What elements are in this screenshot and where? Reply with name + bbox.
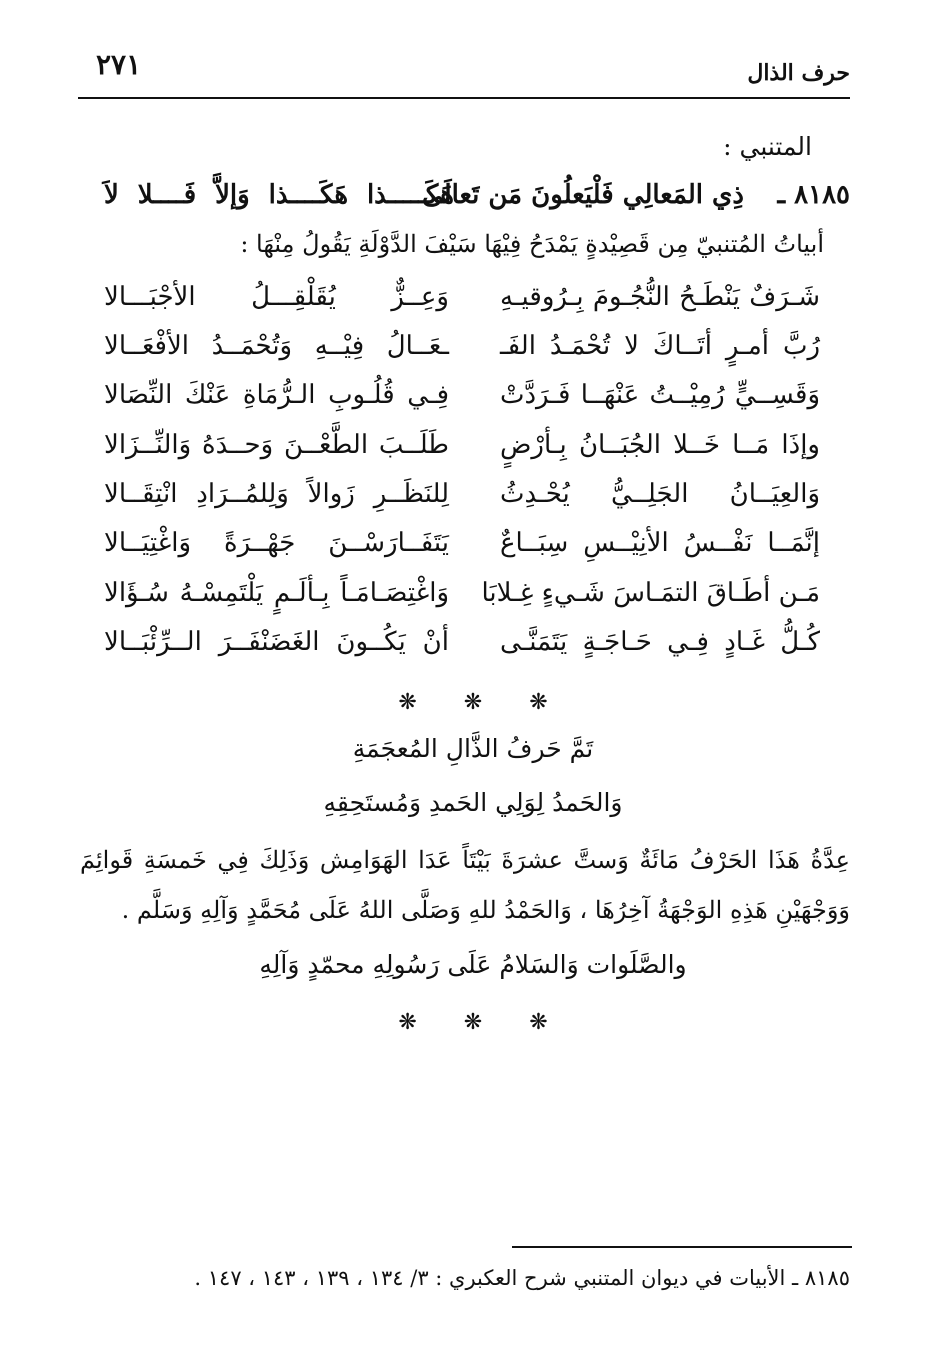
verse-hemistich-1: وَالعِيَــانُ الجَلِــيُّ يُحْـدِثُ [500,479,820,509]
verse-line [104,627,820,675]
header-rule [78,97,850,99]
verse-hemistich-1: شَـرَفٌ يَنْطَـحُ النُّجُـومَ بِـرُوقيـهِ [500,282,820,312]
verse-hemistich-1: مَـن أطَـاقَ التمَـاسَ شَـيءٍ غِـلابَا [481,578,820,608]
star-ornament-icon: ❋ [529,690,548,715]
verse-line [104,479,820,527]
closing-title: تَمَّ حَرفُ الذَّالِ المُعجَمَةِ [352,734,594,763]
page-header [78,48,850,98]
closing-paragraph-line-2: وَوَجْهَيْنِ هَذِهِ الوَجْهَةُ آخِرُهَا ، وَالحَمْدُ للهِ وَصَلَّى اللهُ عَلَى مُحَمَّدٍ وَآلِهِ وَسَلَّم . [121,896,850,924]
verse-line [104,528,820,576]
verse-hemistich-1: إنَّمَــا نَفْــسُ الأنِيْــسِ سِبَــاعٌ [500,528,820,558]
verse-line [104,331,820,379]
poet-label: المتنبي : [723,132,812,161]
closing-salutation: والصَّلَوات وَالسَلامُ عَلَى رَسُولِهِ محمّدٍ وَآلِهِ [259,950,687,979]
verse-hemistich-2: ـعَــالُ فِيْــهِ وَتُحْمَــدُ الأفْعَــالا [104,331,449,361]
entry-hemistich-2: هَكَـــــذا هَكَــــذا وَإلاَّ فَــــلا لاَ [104,180,454,210]
verse-line [104,578,820,626]
verse-hemistich-2: وَعِــزٌّ يُقَلْقِـــلُ الأجْبَـــالا [104,282,449,312]
star-ornament-icon: ❋ [463,1010,483,1035]
footnote-rule [512,1246,852,1248]
ornament-divider [0,690,946,715]
verse-hemistich-1: وَقَسِــيٍّ رُمِيْــتُ عَنْهَــا فَـرَدَّتْ [500,380,820,410]
chapter-title: حرف الذال [747,60,850,86]
verse-line [104,430,820,478]
footnote: ٨١٨٥ ـ الأبيات في ديوان المتنبي شرح العكبري : ٣/ ١٣٤ ، ١٣٩ ، ١٤٣ ، ١٤٧ . [194,1266,850,1290]
verse-hemistich-2: لِلنَظَــرِ زَوالاً وَلِلمُــرَادِ انْتِقَــالا [104,479,449,509]
verse-hemistich-1: كُـلُّ غَـادٍ فِـي حَـاجَـةٍ يَتَمَنَّـى [500,627,820,657]
verse-hemistich-2: وَاغْتِصَـامَـاً بِـألَـمٍ يَلْتَمِسْـهُ سُـؤَالا [104,578,449,608]
page-number: ٢٧١ [96,48,142,81]
verse-hemistich-2: فِـي قُلُـوبِ الـرُّمَاةِ عَنْكَ النِّصَالا [104,380,449,410]
verse-line [104,282,820,330]
closing-praise: وَالحَمدُ لِوَلِي الحَمدِ وَمُستَحِقِهِ [323,788,623,817]
star-ornament-icon: ❋ [463,690,483,715]
verse-hemistich-2: أنْ يَكُــونَ الغَضَنْفَــرَ الــرِّئْبَــالا [104,627,449,657]
entry-verse [104,180,850,224]
entry-hemistich-1: ذِي المَعالِي فَلْيَعلُونَ مَن تَعالَى [422,180,744,210]
star-ornament-icon: ❋ [398,690,417,715]
ornament-divider [0,1010,946,1035]
verse-hemistich-2: يَتَفَــارَسْــنَ جَهْــرَةً وَاغْتِيَــالا [104,528,449,558]
entry-number: ٨١٨٥ ـ [777,180,850,210]
verse-hemistich-2: طَلَــبَ الطَّعْــنَ وَحــدَهُ وَالنِّــزَالا [104,430,449,460]
star-ornament-icon: ❋ [529,1010,548,1035]
verse-hemistich-1: رُبَّ أمـرٍ أتَــاكَ لا تُحْمَـدُ الفَـ [500,331,820,361]
verse-line [104,380,820,428]
star-ornament-icon: ❋ [398,1010,417,1035]
closing-paragraph-line-1: عِدَّةُ هَذَا الحَرْفُ مَائَةٌ وَستَّ عشرَةَ بَيْتَاً عَدَا الهَوَامِش وَذَلِكَ فِي خَمسَةِ قَوائِمَ [80,846,850,874]
verse-hemistich-1: وإذَا مَــا خَــلا الجُبَــانُ بِـأرْضٍ [500,430,820,460]
verses-intro: أبياتُ المُتنبيّ مِن قَصِيْدةٍ يَمْدَحُ فِيْهَا سَيْفَ الدَّوْلَةِ يَقُولُ مِنْهَا : [240,230,824,258]
